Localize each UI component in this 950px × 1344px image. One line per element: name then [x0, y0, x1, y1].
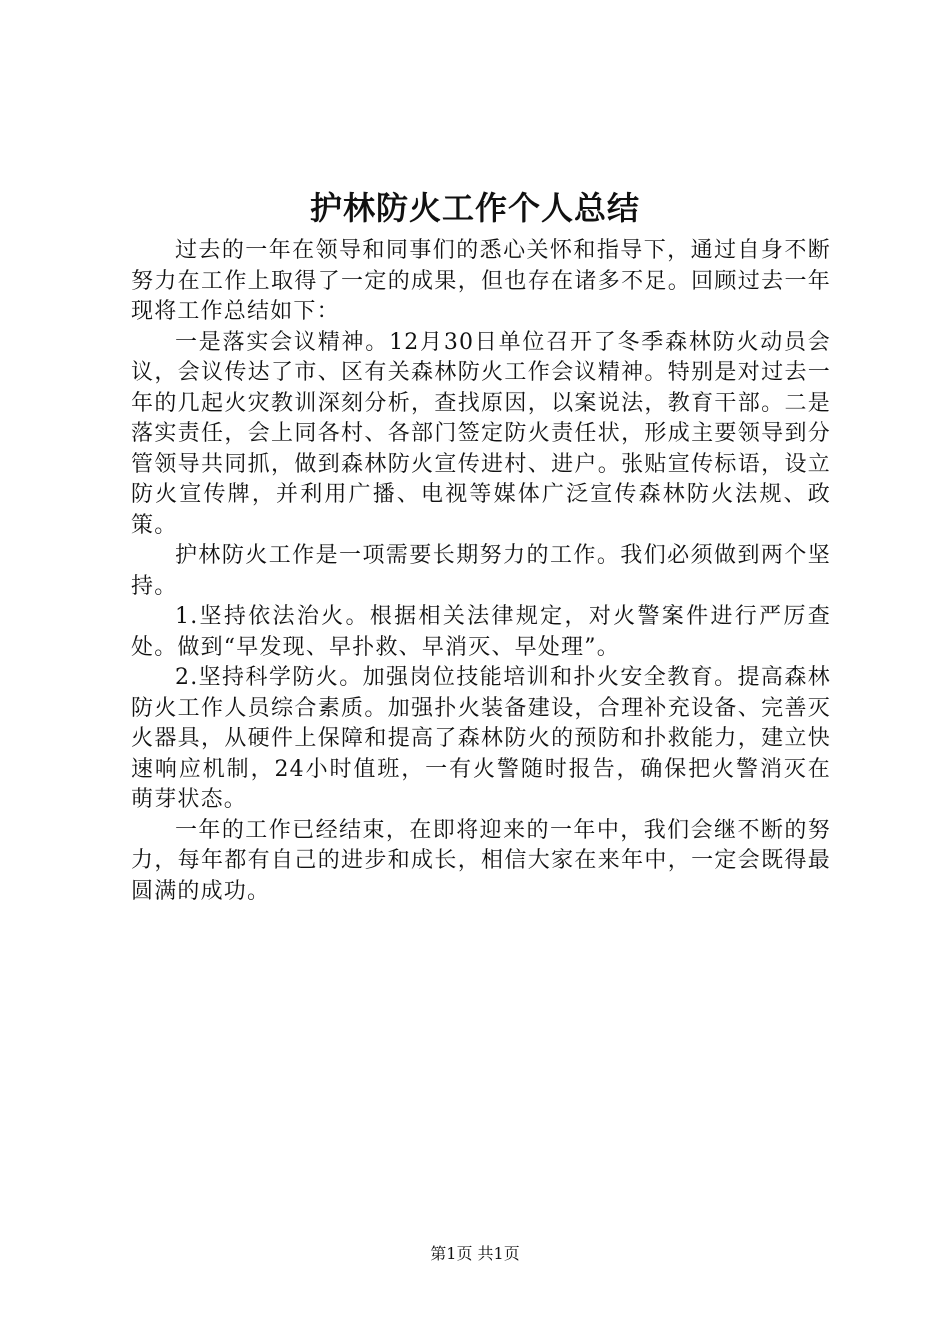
paragraph-two-persistences: 护林防火工作是一项需要长期努力的工作。我们必须做到两个坚持。 [131, 543, 831, 599]
paragraph-meeting-responsibility: 一是落实会议精神。12月30日单位召开了冬季森林防火动员会议，会议传达了市、区有关森林防火工作会议精神。特别是对过去一年的几起火灾教训深刻分析，查找原因，以案说法，教育干部。二是落实责任，会上同各村、各部门签定防火责任状，形成主要领导到分管领导共同抓，做到森林防火宣传进村、进户。张贴宣传标语，设立防火宣传牌，并利用广播、电视等媒体广泛宣传森林防火法规、政策。 [131, 329, 831, 538]
document-body [131, 236, 831, 907]
paragraph-intro: 过去的一年在领导和同事们的悉心关怀和指导下，通过自身不断努力在工作上取得了一定的成果，但也存在诸多不足。回顾过去一年现将工作总结如下： [131, 238, 831, 324]
paragraph-point-1: 1.坚持依法治火。根据相关法律规定，对火警案件进行严厉查处。做到“早发现、早扑救、早消灭、早处理”。 [131, 604, 831, 660]
document-title: 护林防火工作个人总结 [309, 189, 640, 227]
page-footer: 第1页 共1页 [430, 1244, 520, 1263]
paragraph-conclusion: 一年的工作已经结束，在即将迎来的一年中，我们会继不断的努力，每年都有自己的进步和成长，相信大家在来年中，一定会既得最圆满的成功。 [131, 817, 831, 904]
paragraph-point-2: 2.坚持科学防火。加强岗位技能培训和扑火安全教育。提高森林防火工作人员综合素质。加强扑火装备建设，合理补充设备、完善灭火器具，从硬件上保障和提高了森林防火的预防和扑救能力，建立快速响应机制，24小时值班，一有火警随时报告，确保把火警消灭在萌芽状态。 [131, 665, 831, 812]
